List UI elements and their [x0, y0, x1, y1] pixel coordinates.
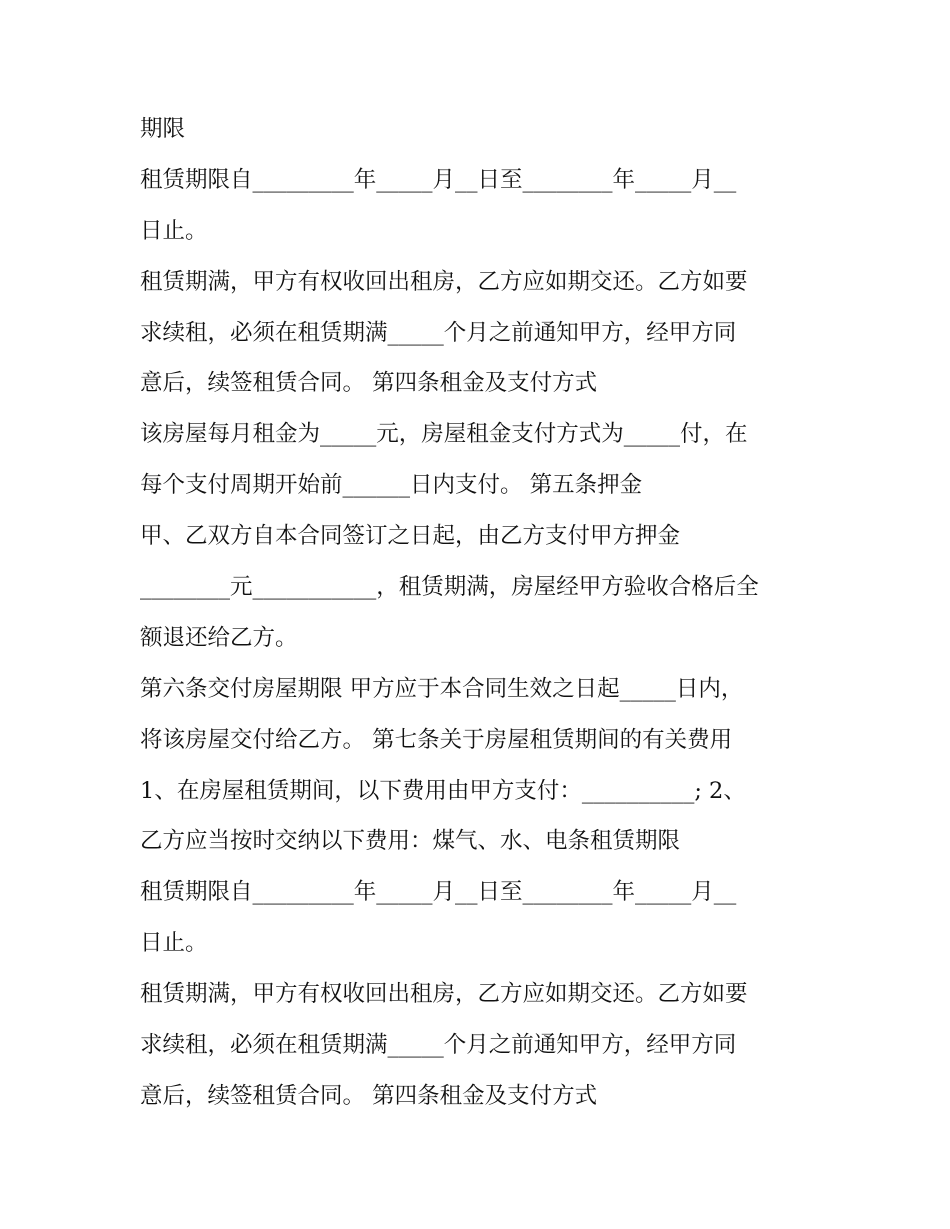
text-line: 租赁期满，甲方有权收回出租房，乙方应如期交还。乙方如要	[140, 268, 748, 295]
text-line: 日止。	[140, 930, 208, 957]
text-line: 每个支付周期开始前______日内支付。 第五条押金	[140, 472, 643, 499]
text-line: 该房屋每月租金为_____元，房屋租金支付方式为_____付，在	[140, 421, 748, 448]
text-line: 租赁期限自_________年_____月__日至________年_____月__	[140, 879, 737, 906]
text-line: 乙方应当按时交纳以下费用：煤气、水、电条租赁期限	[140, 828, 681, 855]
text-line: 意后，续签租赁合同。 第四条租金及支付方式	[140, 370, 598, 397]
text-line: 1、在房屋租赁期间，以下费用由甲方支付：__________; 2、	[140, 777, 746, 804]
text-line: 日止。	[140, 217, 208, 244]
text-line: 租赁期满，甲方有权收回出租房，乙方应如期交还。乙方如要	[140, 981, 748, 1008]
text-line: 甲、乙双方自本合同签订之日起，由乙方支付甲方押金	[140, 523, 681, 550]
text-line: 租赁期限自_________年_____月__日至________年_____月__	[140, 166, 737, 193]
contract-body	[140, 104, 830, 1122]
text-line: 第六条交付房屋期限 甲方应于本合同生效之日起_____日内，	[140, 675, 744, 702]
text-line: 求续租，必须在租赁期满_____个月之前通知甲方，经甲方同	[140, 1032, 737, 1059]
text-line: ________元___________，租赁期满，房屋经甲方验收合格后全	[140, 574, 759, 601]
text-line: 将该房屋交付给乙方。 第七条关于房屋租赁期间的有关费用	[140, 726, 733, 753]
text-line: 意后，续签租赁合同。 第四条租金及支付方式	[140, 1082, 598, 1109]
text-line: 求续租，必须在租赁期满_____个月之前通知甲方，经甲方同	[140, 319, 737, 346]
text-line: 额退还给乙方。	[140, 624, 298, 651]
text-line: 期限	[140, 116, 186, 142]
